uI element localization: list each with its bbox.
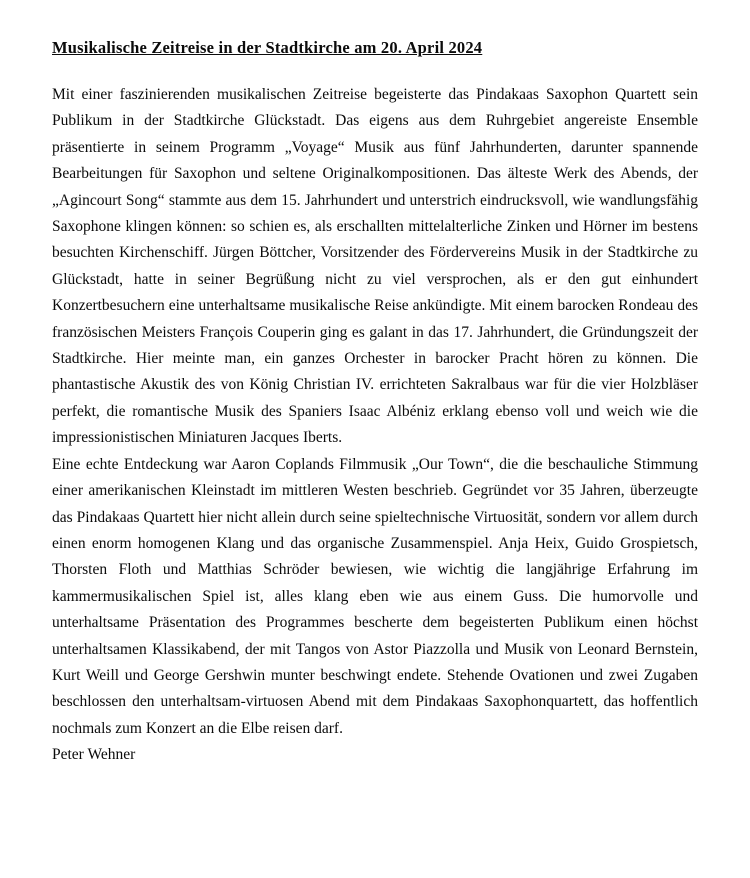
- document-title: Musikalische Zeitreise in der Stadtkirche am 20. April 2024: [52, 38, 483, 57]
- paragraph-1: Mit einer faszinierenden musikalischen Zeitreise begeisterte das Pindakaas Saxophon Quartett sein Publikum in der Stadtkirche Glückstadt. Das eigens aus dem Ruhrgebiet angereiste Ensemble präsentierte in seinem Programm „Voyage“ Musik aus fünf Jahrhunderten, darunter spannende Bearbeitungen für Saxophon und seltene Originalkompositionen. Das älteste Werk des Abends, der „Agincourt Song“ stammte aus dem 15. Jahrhundert und unterstrich eindrucksvoll, wie wandlungsfähig Saxophone klingen können: so schien es, als erschallten mittelalterliche Zinken und Hörner im bestens besuchten Kirchenschiff. Jürgen Böttcher, Vorsitzender des Fördervereins Musik in der Stadtkirche zu Glückstadt, hatte in seiner Begrüßung nicht zu viel versprochen, als er den gut einhundert Konzertbesuchern eine unterhaltsame musikalische Reise ankündigte. Mit einem barocken Rondeau des französischen Meisters François Couperin ging es galant in das 17. Jahrhundert, die Gründungszeit der Stadtkirche. Hier meinte man, ein ganzes Orchester in barocker Pracht hören zu können. Die phantastische Akustik des von König Christian IV. errichteten Sakralbaus war für die vier Holzbläser perfekt, die romantische Musik des Spaniers Isaac Albéniz erklang ebenso voll und weich wie die impressionistischen Miniaturen Jacques Iberts.: [52, 86, 698, 447]
- signature-line: Peter Wehner: [52, 746, 136, 764]
- paragraph-2: Eine echte Entdeckung war Aaron Coplands Filmmusik „Our Town“, die die beschauliche Stimmung einer amerikanischen Kleinstadt im mittleren Westen beschrieb. Gegründet vor 35 Jahren, überzeugte das Pindakaas Quartett hier nicht allein durch seine spieltechnische Virtuosität, sondern vor allem durch einen enorm homogenen Klang und das organische Zusammenspiel. Anja Heix, Guido Grospietsch, Thorsten Floth und Matthias Schröder bewiesen, wie wichtig die langjährige Erfahrung im kammermusikalischen Spiel ist, alles klang eben wie aus einem Guss. Die humorvolle und unterhaltsame Präsentation des Programmes bescherte dem begeisterten Publikum einen höchst unterhaltsamen Klassikabend, der mit Tangos von Astor Piazzolla und Musik von Leonard Bernstein, Kurt Weill und George Gershwin munter beschwingt endete. Stehende Ovationen und zwei Zugaben beschlossen den unterhaltsam-virtuosen Abend mit dem Pindakaas Saxophonquartett, das hoffentlich nochmals zum Konzert an die Elbe reisen darf.: [52, 455, 698, 737]
